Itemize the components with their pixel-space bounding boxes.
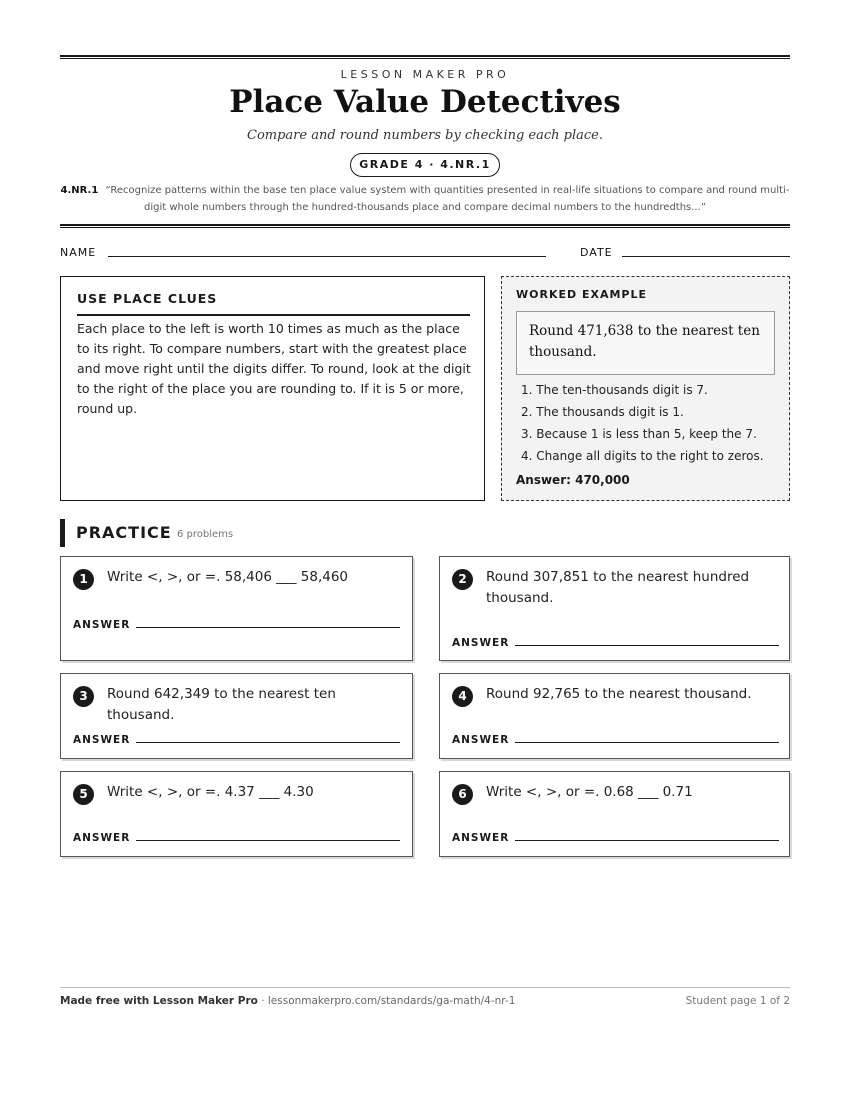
- problem-text: Round 92,765 to the nearest thousand.: [486, 686, 752, 702]
- date-field[interactable]: [622, 256, 790, 257]
- grade-badge: GRADE 4 · 4.NR.1: [350, 153, 500, 177]
- worked-example-steps: [516, 379, 786, 467]
- name-field[interactable]: [108, 256, 546, 257]
- problem-number: 4: [452, 686, 473, 707]
- problem-text: Round 307,851 to the nearest hundred thousand.: [486, 569, 750, 606]
- footer-made-with: Made free with Lesson Maker Pro: [60, 995, 258, 1007]
- worked-example-prompt: Round 471,638 to the nearest ten thousand.: [516, 311, 775, 375]
- problem-card-1: [60, 556, 413, 661]
- problem-number: 1: [73, 569, 94, 590]
- problem-card-6: [439, 771, 790, 857]
- practice-count: 6 problems: [177, 529, 234, 540]
- place-clues-heading: USE PLACE CLUES: [77, 291, 470, 316]
- worked-example-heading: WORKED EXAMPLE: [516, 288, 647, 301]
- worked-example-step: 3. Because 1 is less than 5, keep the 7.: [521, 427, 757, 441]
- problem-text: Write <, >, or =. 58,406 ___ 58,460: [107, 569, 349, 585]
- worked-example-answer: Answer: 470,000: [516, 473, 630, 487]
- problem-card-5: [60, 771, 413, 857]
- worked-example-step: 1. The ten-thousands digit is 7.: [521, 383, 708, 397]
- place-clues-body: Each place to the left is worth 10 times as much as the place to its right. To compare numbers, start with the greatest place and move right until the digits differ. To round, look at the digit to the right of the place you are rounding to. If it is 5 or more, round up.: [77, 321, 471, 416]
- brand-name: LESSON MAKER PRO: [340, 68, 510, 81]
- answer-label: ANSWER: [452, 637, 510, 649]
- answer-label: ANSWER: [452, 832, 510, 844]
- problem-text: Write <, >, or =. 4.37 ___ 4.30: [107, 784, 314, 800]
- footer-page-number: Student page 1 of 2: [685, 995, 790, 1007]
- answer-field-6[interactable]: [515, 840, 779, 841]
- problem-card-2: [439, 556, 790, 661]
- problem-text: Round 642,349 to the nearest ten thousand.: [107, 686, 336, 723]
- worksheet-title: Place Value Detectives: [229, 84, 621, 120]
- practice-heading: PRACTICE: [76, 523, 172, 542]
- place-clues-panel: [60, 276, 485, 501]
- footer-divider: [60, 987, 790, 988]
- answer-field-3[interactable]: [136, 742, 400, 743]
- footer-credit: [60, 995, 515, 1007]
- problem-text: Write <, >, or =. 0.68 ___ 0.71: [486, 784, 693, 800]
- standard-code: 4.NR.1: [60, 185, 99, 196]
- worked-example-panel: [501, 276, 790, 501]
- answer-label: ANSWER: [73, 832, 131, 844]
- standard-description: [60, 182, 790, 216]
- worksheet-page: [60, 0, 790, 1100]
- top-double-rule: [60, 55, 790, 59]
- name-label: NAME: [60, 246, 97, 259]
- answer-field-4[interactable]: [515, 742, 779, 743]
- date-label: DATE: [580, 246, 613, 259]
- problem-card-3: [60, 673, 413, 759]
- worked-example-step: 2. The thousands digit is 1.: [521, 405, 684, 419]
- answer-label: ANSWER: [73, 734, 131, 746]
- problem-number: 3: [73, 686, 94, 707]
- standard-text: “Recognize patterns within the base ten place value system with quantities presented in real-life situations to compare and round multi-digit whole numbers through the hundred-thousands place and compare decimal numbers to the hundredths...”: [105, 185, 790, 213]
- answer-field-1[interactable]: [136, 627, 400, 628]
- problem-card-4: [439, 673, 790, 759]
- answer-label: ANSWER: [452, 734, 510, 746]
- problem-number: 2: [452, 569, 473, 590]
- problem-number: 5: [73, 784, 94, 805]
- answer-field-2[interactable]: [515, 645, 779, 646]
- answer-label: ANSWER: [73, 619, 131, 631]
- footer-url[interactable]: · lessonmakerpro.com/standards/ga-math/4-nr-1: [257, 995, 516, 1007]
- practice-accent-bar: [60, 519, 65, 547]
- problem-number: 6: [452, 784, 473, 805]
- answer-field-5[interactable]: [136, 840, 400, 841]
- worksheet-subtitle: Compare and round numbers by checking each place.: [247, 128, 603, 143]
- worked-example-step: 4. Change all digits to the right to zeros.: [521, 449, 764, 463]
- header-bottom-double-rule: [60, 224, 790, 228]
